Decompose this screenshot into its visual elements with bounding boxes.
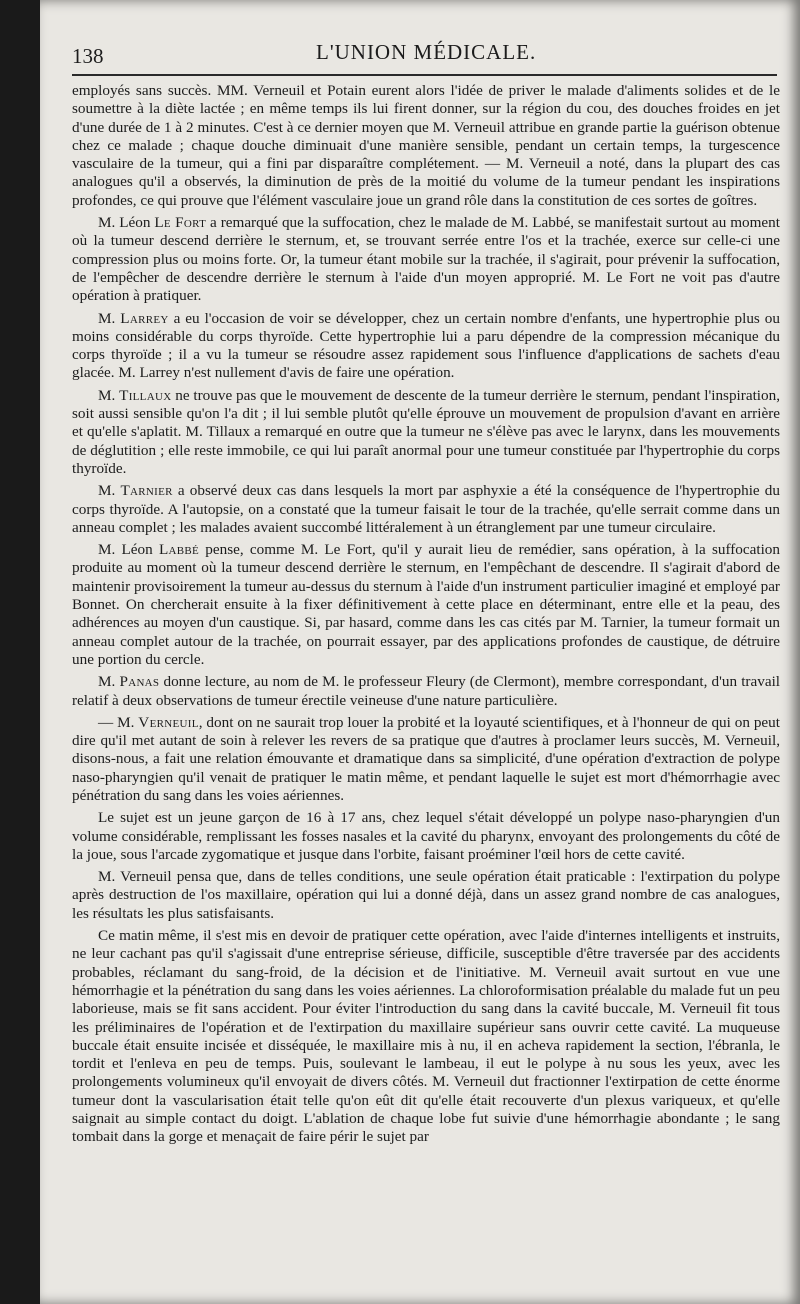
paragraph: Ce matin même, il s'est mis en devoir de pratiquer cette opération, avec l'aide d'internes intelligents et instruits, ne leur cachant pas qu'il s'agissait d'une entreprise sérieuse, difficile, susceptible d'être traversée par des accidents probables, réclamant du sang-froid, de la décision et de l'initiative. M. Verneuil avait surtout en vue une hémorrhagie et la pénétration du sang dans les voies aériennes. La chloroformisation préalable du malade fut un peu laborieuse, mais se fit sans accident. Pour éviter l'introduction du sang dans la cavité buccale, M. Verneuil fit tous les préliminaires de l'opération et de l'extirpation du maxillaire supérieur sans ouvrir cette cavité. La muqueuse buccale était ensuite incisée et disséquée, le maxillaire mis à nu, il en acheva rapidement la section, l'ébranla, le tordit et l'enleva en peu de temps. Puis, soulevant le lambeau, il eut le polype à nu sous les yeux, avec les prolongements volumineux qu'il envoyait de divers côtés. M. Verneuil dut fractionner l'extirpation de cette énorme tumeur dont la vascularisation était telle qu'on eût dit qu'elle était recouverte d'un plexus variqueux, et qu'elle saignait au simple contact du doigt. L'ablation de chaque lobe fut suivie d'une hémorrhagie abondante ; le sang tombait dans la gorge et menaçait de faire périr le sujet par	[72, 927, 780, 1146]
speaker-name: Le Fort	[154, 214, 207, 232]
paragraph: M. Tillaux ne trouve pas que le mouvement de descente de la tumeur derrière le sternum, pendant l'inspiration, soit aussi sensible qu'on l'a dit ; il lui semble plutôt qu'elle éprouve un mouvement de propulsion d'avant en arrière et qu'elle s'aplatit. M. Tillaux a remarqué en outre que la tumeur ne s'élève pas avec le larynx, dans les mouvements de déglutition ; elle reste immobile, ce qui lui paraît anormal pour une tumeur constituée par l'hypertrophie du corps thyroïde.	[72, 386, 780, 477]
speaker-name: Labbé	[158, 541, 200, 559]
speaker-name: Tillaux	[119, 386, 172, 404]
speaker-name: Larrey	[120, 309, 169, 327]
page-number: 138	[72, 44, 104, 68]
paragraph: M. Léon Le Fort a remarqué que la suffocation, chez le malade de M. Labbé, se manifestait surtout au moment où la tumeur descend derrière le sternum, et, se trouvant serrée entre l'os et la trachée, exerce sur celle-ci une compression plus ou moins forte. Or, la tumeur étant mobile sur la trachée, il s'agirait, pour prévenir la suffocation, de l'empêcher de descendre derrière le sternum à l'aide d'un moyen approprié. M. Le Fort ne voit pas d'autre opération à pratiquer.	[72, 214, 780, 305]
paragraph: M. Larrey a eu l'occasion de voir se développer, chez un certain nombre d'enfants, une hypertrophie plus ou moins considérable du corps thyroïde. Cette hypertrophie lui a paru dépendre de la compression mécanique du corps thyroïde ; il a vu la tumeur se résoudre assez rapidement sous l'influence d'applications de sachets d'eau glacée. M. Larrey n'est nullement d'avis de faire une opération.	[72, 309, 780, 382]
journal-page	[40, 0, 800, 1304]
paragraph: M. Tarnier a observé deux cas dans lesquels la mort par asphyxie a été la conséquence de l'hypertrophie du corps thyroïde. A l'autopsie, on a constaté que la tumeur faisait le tour de la trachée, qu'elle serrait comme dans un anneau complet ; les malades avaient succombé littéralement à un étranglement par une tumeur circulaire.	[72, 482, 780, 536]
paragraph: M. Verneuil pensa que, dans de telles conditions, une seule opération était praticable : l'extirpation du polype après destruction de l'os maxillaire, opération qui lui a donné déjà, dans un assez grand nombre de cas analogues, les résultats les plus satisfaisants.	[72, 868, 780, 922]
header-rule	[72, 74, 777, 76]
speaker-name: Tarnier	[120, 482, 173, 500]
speaker-name: Panas	[119, 673, 160, 691]
paragraph: M. Léon Labbé pense, comme M. Le Fort, qu'il y aurait lieu de remédier, sans opération, à la suffocation produite au moment où la tumeur descend derrière le sternum, en l'empêchant de descendre. Il s'agirait d'abord de maintenir provisoirement la tumeur au-dessus du sternum à l'aide d'un instrument particulier imaginé et employé par Bonnet. On chercherait ensuite à la fixer définitivement à cette place en déterminant, entre elle et la peau, des adhérences au moyen d'un caustique. Si, par hasard, comme dans les cas cités par M. Tarnier, la tumeur formait un anneau complet autour de la trachée, on pourrait essayer, par des applications profondes de caustique, de détruire une portion du cercle.	[72, 541, 780, 668]
speaker-name: Verneuil	[138, 713, 199, 731]
paragraph: Le sujet est un jeune garçon de 16 à 17 ans, chez lequel s'était développé un polype naso-pharyngien d'un volume considérable, remplissant les fosses nasales et la cavité du pharynx, envoyant des prolongements du côté de la joue, sous l'arcade zygomatique et jusque dans l'orbite, faisant proéminer l'œil hors de cette cavité.	[72, 809, 780, 863]
paragraph: employés sans succès. MM. Verneuil et Potain eurent alors l'idée de priver le malade d'aliments solides et de le soumettre à la diète lactée ; en même temps ils lui firent donner, sur la région du cou, des douches froides en jet d'une durée de 1 à 2 minutes. C'est à ce dernier moyen que M. Verneuil attribue en grande partie la guérison obtenue chez ce malade ; chaque douche diminuait d'une manière sensible, pendant un certain temps, la turgescence vasculaire de la tumeur, qui a fini par disparaître complétement. — M. Verneuil a noté, dans la plupart des cas analogues qu'il a observés, la diminution de près de la moitié du volume de la tumeur pendant les inspirations profondes, ce qui prouve que l'élément vasculaire joue un grand rôle dans la constitution de ces sortes de goîtres.	[72, 82, 780, 209]
paragraph: M. Panas donne lecture, au nom de M. le professeur Fleury (de Clermont), membre correspondant, d'un travail relatif à deux observations de tumeur érectile veineuse d'une nature particulière.	[72, 673, 781, 709]
page-header	[72, 38, 772, 68]
running-title: L'UNION MÉDICALE.	[316, 40, 537, 64]
article-body	[72, 82, 780, 1151]
paragraph: — M. Verneuil, dont on ne saurait trop louer la probité et la loyauté scientifiques, et à l'honneur de qui on peut dire qu'il met autant de soin à relever les revers de sa pratique que d'autres à proclamer leurs succès, M. Verneuil, disons-nous, a fait une relation émouvante et dramatique dans sa simplicité, d'une opération d'extraction de polype naso-pharyngien qu'il venait de pratiquer le matin même, et pendant laquelle le sujet est mort d'hémorrhagie avec pénétration du sang dans les voies aériennes.	[72, 713, 780, 804]
